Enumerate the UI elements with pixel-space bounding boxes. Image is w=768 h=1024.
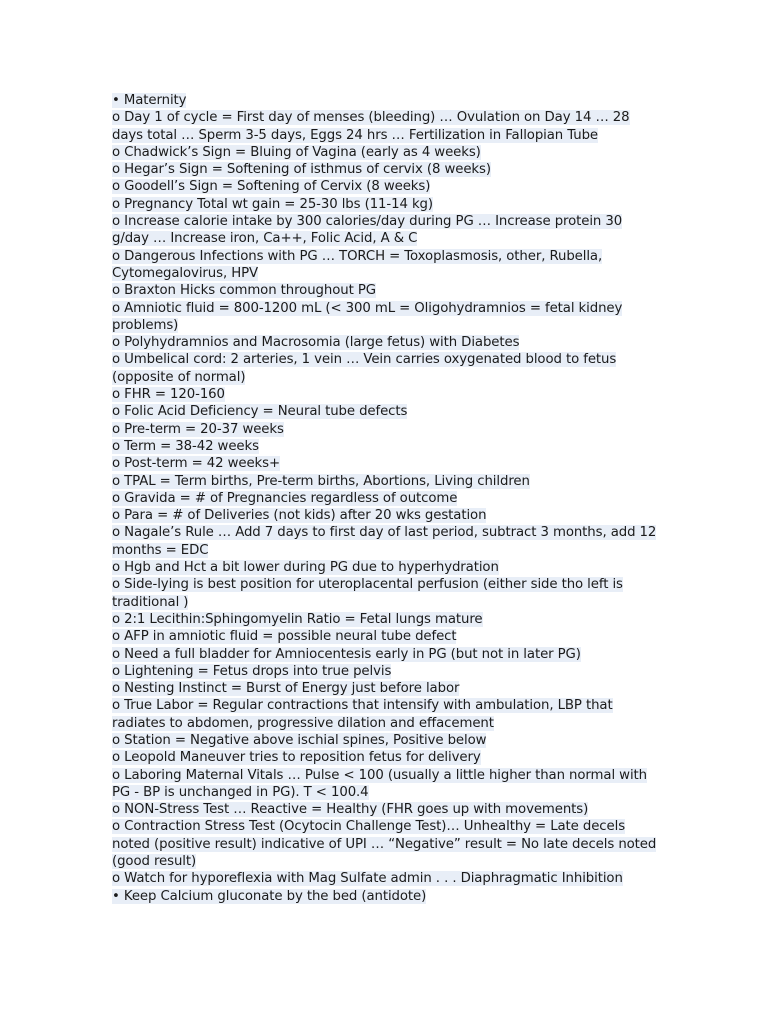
line-text: o Hgb and Hct a bit lower during PG due to hyperhydration <box>112 560 499 576</box>
line-text: o Chadwick’s Sign = Bluing of Vagina (early as 4 weeks) <box>112 144 481 160</box>
line-text: o Gravida = # of Pregnancies regardless of outcome <box>112 490 458 506</box>
line-text: o Contraction Stress Test (Ocytocin Challenge Test)… Unhealthy = Late decels noted (positive result) indicative of UPI … “Negative” result = No late decels noted (good result) <box>112 819 657 870</box>
line-text: • Keep Calcium gluconate by the bed (antidote) <box>112 888 427 904</box>
line-text: o Umbelical cord: 2 arteries, 1 vein … Vein carries oxygenated blood to fetus (opposite of normal) <box>112 352 617 385</box>
line-text: o Lightening = Fetus drops into true pelvis <box>112 663 392 679</box>
line-text: • Maternity <box>112 93 187 108</box>
note-line <box>112 559 660 576</box>
note-line <box>112 576 660 611</box>
line-text: o Dangerous Infections with PG … TORCH = Toxoplasmosis, other, Rubella, Cytomegalovirus, HPV <box>112 248 603 281</box>
note-line <box>112 282 660 299</box>
line-text: o Pregnancy Total wt gain = 25-30 lbs (11-14 kg) <box>112 196 433 212</box>
note-line <box>112 473 660 490</box>
line-text: o Goodell’s Sign = Softening of Cervix (8 weeks) <box>112 179 431 195</box>
note-line <box>112 178 660 195</box>
bullet-line <box>112 888 660 905</box>
note-line <box>112 697 660 732</box>
note-line <box>112 213 660 248</box>
note-line <box>112 386 660 403</box>
line-text: o Amniotic fluid = 800-1200 mL (< 300 mL = Oligohydramnios = fetal kidney problems) <box>112 300 623 333</box>
line-text: o Braxton Hicks common throughout PG <box>112 283 376 299</box>
line-text: o Para = # of Deliveries (not kids) after 20 wks gestation <box>112 508 487 524</box>
line-text: o Term = 38-42 weeks <box>112 438 259 454</box>
note-line <box>112 109 660 144</box>
line-text: o Station = Negative above ischial spines, Positive below <box>112 732 487 748</box>
note-line <box>112 870 660 887</box>
line-text: o Nagale’s Rule … Add 7 days to first day of last period, subtract 3 months, add 12 months = EDC <box>112 525 657 558</box>
note-line <box>112 507 660 524</box>
note-line <box>112 351 660 386</box>
line-text: o Day 1 of cycle = First day of menses (bleeding) … Ovulation on Day 14 … 28 days total … Sperm 3-5 days, Eggs 24 hrs … Fertilization in Fallopian Tube <box>112 110 630 143</box>
note-line <box>112 749 660 766</box>
note-line <box>112 455 660 472</box>
note-line <box>112 646 660 663</box>
line-text: o Laboring Maternal Vitals … Pulse < 100 (usually a little higher than normal with PG - BP is unchanged in PG). T < 100.4 <box>112 767 647 800</box>
line-text: o Side-lying is best position for uteroplacental perfusion (either side tho left is traditional ) <box>112 577 623 610</box>
note-line <box>112 818 660 870</box>
line-text: o Pre-term = 20-37 weeks <box>112 421 284 437</box>
note-line <box>112 300 660 335</box>
note-line <box>112 438 660 455</box>
note-line <box>112 161 660 178</box>
note-line <box>112 248 660 283</box>
bullet-line <box>112 92 660 109</box>
note-line <box>112 421 660 438</box>
note-line <box>112 628 660 645</box>
line-text: o Folic Acid Deficiency = Neural tube defects <box>112 404 408 420</box>
note-line <box>112 611 660 628</box>
note-line <box>112 767 660 802</box>
note-line <box>112 680 660 697</box>
line-text: o 2:1 Lecithin:Sphingomyelin Ratio = Fetal lungs mature <box>112 611 483 627</box>
note-line <box>112 732 660 749</box>
line-text: o FHR = 120-160 <box>112 387 225 403</box>
note-line <box>112 490 660 507</box>
line-text: o Need a full bladder for Amniocentesis early in PG (but not in later PG) <box>112 646 581 662</box>
line-text: o Post-term = 42 weeks+ <box>112 456 281 472</box>
line-text: o Watch for hyporeflexia with Mag Sulfate admin . . . Diaphragmatic Inhibition <box>112 871 623 887</box>
line-text: o Polyhydramnios and Macrosomia (large fetus) with Diabetes <box>112 335 520 351</box>
line-text: o AFP in amniotic fluid = possible neural tube defect <box>112 629 457 645</box>
line-text: o Nesting Instinct = Burst of Energy just before labor <box>112 681 460 697</box>
note-line <box>112 403 660 420</box>
line-text: o TPAL = Term births, Pre-term births, Abortions, Living children <box>112 473 530 489</box>
line-text: o Increase calorie intake by 300 calories/day during PG … Increase protein 30 g/day … Increase iron, Ca++, Folic Acid, A & C <box>112 214 623 247</box>
line-text: o NON-Stress Test … Reactive = Healthy (FHR goes up with movements) <box>112 802 589 818</box>
note-line <box>112 663 660 680</box>
note-line <box>112 334 660 351</box>
line-text: o True Labor = Regular contractions that intensify with ambulation, LBP that radiates to abdomen, progressive dilation and effacement <box>112 698 613 731</box>
note-line <box>112 524 660 559</box>
note-line <box>112 801 660 818</box>
note-line <box>112 144 660 161</box>
line-text: o Hegar’s Sign = Softening of isthmus of cervix (8 weeks) <box>112 162 491 178</box>
line-text: o Leopold Maneuver tries to reposition fetus for delivery <box>112 750 481 766</box>
notes-body <box>112 92 660 905</box>
note-line <box>112 196 660 213</box>
